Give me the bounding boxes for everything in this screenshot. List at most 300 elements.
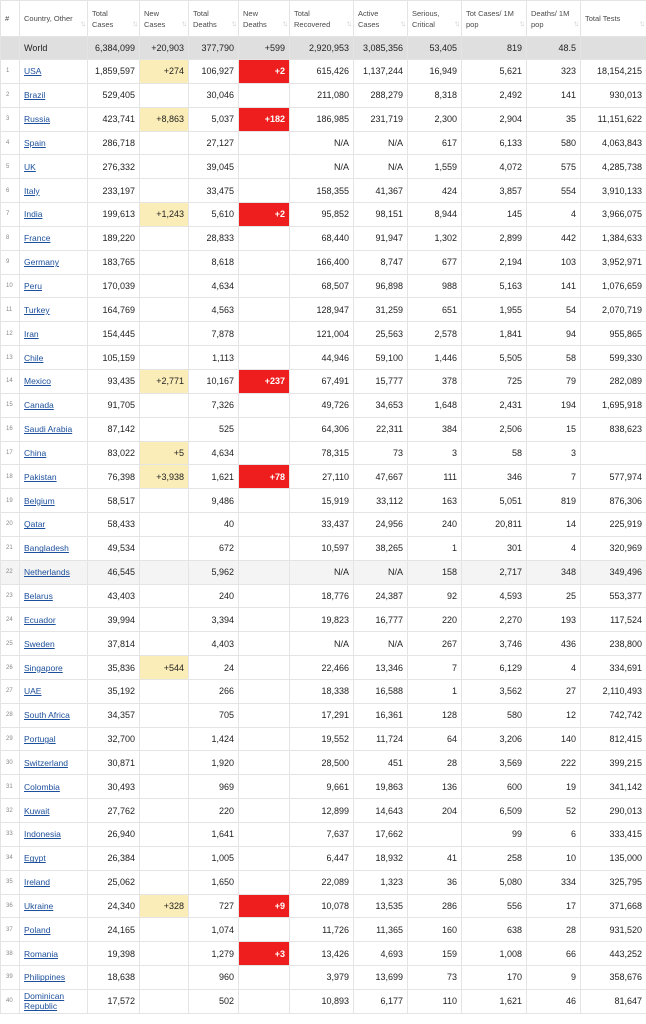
total-cases-cell: 233,197 bbox=[88, 179, 140, 203]
new-deaths-cell bbox=[239, 226, 290, 250]
header-total-cases[interactable] bbox=[88, 1, 140, 37]
tot-cases-per-1m-cell: 2,904 bbox=[462, 107, 527, 131]
active-cases-cell: 14,643 bbox=[354, 799, 408, 823]
country-cell bbox=[20, 250, 88, 274]
new-cases-cell bbox=[140, 274, 189, 298]
rank-cell: 19 bbox=[1, 489, 20, 513]
table-row bbox=[1, 584, 646, 608]
country-link[interactable]: Switzerland bbox=[24, 757, 68, 768]
country-link[interactable]: Egypt bbox=[24, 853, 46, 864]
country-link[interactable]: Ireland bbox=[24, 877, 50, 888]
total-recovered-cell: 68,507 bbox=[290, 274, 354, 298]
country-cell bbox=[20, 584, 88, 608]
country-link[interactable]: India bbox=[24, 209, 43, 220]
total-tests-cell: 1,384,633 bbox=[581, 226, 646, 250]
new-deaths-cell bbox=[239, 703, 290, 727]
new-cases-cell bbox=[140, 226, 189, 250]
total-deaths-cell: 1,279 bbox=[189, 942, 239, 966]
total-deaths-cell: 7,326 bbox=[189, 393, 239, 417]
header-total-deaths[interactable] bbox=[189, 1, 239, 37]
rank-cell: 23 bbox=[1, 584, 20, 608]
sort-icon[interactable]: ↑↓ bbox=[282, 19, 286, 28]
country-link[interactable]: Belgium bbox=[24, 495, 55, 506]
total-recovered-cell: 22,466 bbox=[290, 656, 354, 680]
tot-cases-per-1m-cell: 301 bbox=[462, 536, 527, 560]
rank-cell: 4 bbox=[1, 131, 20, 155]
deaths-per-1m-cell: 348 bbox=[527, 560, 581, 584]
country-link[interactable]: Indonesia bbox=[24, 829, 61, 840]
total-deaths-cell: 4,403 bbox=[189, 632, 239, 656]
country-cell bbox=[20, 632, 88, 656]
header-country[interactable] bbox=[20, 1, 88, 37]
country-cell bbox=[20, 989, 88, 1013]
active-cases-cell: 24,956 bbox=[354, 513, 408, 537]
table-row bbox=[1, 513, 646, 537]
country-link[interactable]: Sweden bbox=[24, 638, 55, 649]
total-recovered-cell: 121,004 bbox=[290, 322, 354, 346]
tot-cases-per-1m-cell: 3,562 bbox=[462, 679, 527, 703]
total-cases-cell: 58,433 bbox=[88, 513, 140, 537]
serious-critical-cell: 424 bbox=[408, 179, 462, 203]
country-link[interactable]: Pakistan bbox=[24, 471, 57, 482]
deaths-per-1m-cell: 575 bbox=[527, 155, 581, 179]
new-deaths-cell bbox=[239, 918, 290, 942]
country-link[interactable]: Italy bbox=[24, 185, 40, 196]
table-row bbox=[1, 346, 646, 370]
total-deaths-cell: 672 bbox=[189, 536, 239, 560]
country-cell bbox=[20, 894, 88, 918]
country-link[interactable]: Canada bbox=[24, 400, 54, 411]
country-cell bbox=[20, 775, 88, 799]
serious-critical-cell: 111 bbox=[408, 465, 462, 489]
country-link[interactable]: Brazil bbox=[24, 90, 46, 101]
country-cell bbox=[20, 679, 88, 703]
tot-cases-per-1m-cell: 170 bbox=[462, 966, 527, 990]
total-deaths-cell: 4,563 bbox=[189, 298, 239, 322]
deaths-per-1m-cell: 194 bbox=[527, 393, 581, 417]
country-link[interactable]: Philippines bbox=[24, 972, 66, 983]
country-link[interactable]: Turkey bbox=[24, 304, 50, 315]
serious-critical-cell: 159 bbox=[408, 942, 462, 966]
total-tests-cell: 399,215 bbox=[581, 751, 646, 775]
table-row bbox=[1, 727, 646, 751]
country-link[interactable]: Qatar bbox=[24, 519, 46, 530]
rank-cell: 28 bbox=[1, 703, 20, 727]
table-row bbox=[1, 441, 646, 465]
tot-cases-per-1m-cell: 5,621 bbox=[462, 60, 527, 84]
serious-critical-cell: 3 bbox=[408, 441, 462, 465]
country-link[interactable]: UK bbox=[24, 161, 36, 172]
sort-icon[interactable]: ↑↓ bbox=[346, 19, 350, 28]
table-row bbox=[1, 751, 646, 775]
serious-critical-cell: 677 bbox=[408, 250, 462, 274]
new-cases-cell bbox=[140, 727, 189, 751]
deaths-per-1m-cell: 17 bbox=[527, 894, 581, 918]
sort-icon[interactable]: ↑↓ bbox=[80, 19, 84, 28]
total-deaths-cell: 5,037 bbox=[189, 107, 239, 131]
sort-icon[interactable]: ↑↓ bbox=[639, 19, 643, 28]
new-deaths-cell bbox=[239, 775, 290, 799]
total-recovered-cell: 33,437 bbox=[290, 513, 354, 537]
deaths-per-1m-cell: 35 bbox=[527, 107, 581, 131]
total-recovered-cell: N/A bbox=[290, 560, 354, 584]
header-label: Serious, Critical bbox=[412, 8, 440, 29]
total-deaths-cell: 266 bbox=[189, 679, 239, 703]
total-recovered-cell: 13,426 bbox=[290, 942, 354, 966]
new-cases-cell: +544 bbox=[140, 656, 189, 680]
table-row bbox=[1, 656, 646, 680]
active-cases-cell: 231,719 bbox=[354, 107, 408, 131]
country-link[interactable]: Ecuador bbox=[24, 614, 56, 625]
header-active-cases[interactable] bbox=[354, 1, 408, 37]
serious-critical-cell: 8,318 bbox=[408, 83, 462, 107]
rank-cell: 31 bbox=[1, 775, 20, 799]
total-tests-cell: 81,647 bbox=[581, 989, 646, 1013]
country-link[interactable]: Mexico bbox=[24, 376, 51, 387]
new-cases-cell bbox=[140, 346, 189, 370]
total-deaths-cell: 1,621 bbox=[189, 465, 239, 489]
serious-critical-cell: 163 bbox=[408, 489, 462, 513]
total-deaths-cell: 9,486 bbox=[189, 489, 239, 513]
serious-critical-cell: 136 bbox=[408, 775, 462, 799]
active-cases-cell: 17,662 bbox=[354, 823, 408, 847]
active-cases-cell: 16,361 bbox=[354, 703, 408, 727]
country-link[interactable]: Bangladesh bbox=[24, 543, 69, 554]
header-total-tests[interactable] bbox=[581, 1, 646, 37]
new-deaths-cell bbox=[239, 513, 290, 537]
new-deaths-cell bbox=[239, 346, 290, 370]
rank-cell: 17 bbox=[1, 441, 20, 465]
total-cases-cell: 276,332 bbox=[88, 155, 140, 179]
country-link[interactable]: South Africa bbox=[24, 710, 70, 721]
new-cases-cell bbox=[140, 393, 189, 417]
deaths-per-1m-cell: 4 bbox=[527, 536, 581, 560]
header-new-deaths[interactable] bbox=[239, 1, 290, 37]
country-link[interactable]: Portugal bbox=[24, 734, 56, 745]
total-tests-cell: 2,110,493 bbox=[581, 679, 646, 703]
total-tests-cell: 742,742 bbox=[581, 703, 646, 727]
total-deaths-cell: 8,618 bbox=[189, 250, 239, 274]
country-cell bbox=[20, 441, 88, 465]
total-deaths-cell: 220 bbox=[189, 799, 239, 823]
tot-cases-per-1m-cell: 346 bbox=[462, 465, 527, 489]
header-new-cases[interactable] bbox=[140, 1, 189, 37]
tot-cases-per-1m-cell: 258 bbox=[462, 846, 527, 870]
total-deaths-cell: 1,113 bbox=[189, 346, 239, 370]
total-cases-cell: 27,762 bbox=[88, 799, 140, 823]
new-cases-cell bbox=[140, 799, 189, 823]
new-deaths-cell bbox=[239, 679, 290, 703]
sort-icon[interactable]: ↑↓ bbox=[231, 19, 235, 28]
tot-cases-per-1m-cell: 2,717 bbox=[462, 560, 527, 584]
rank-cell: 36 bbox=[1, 894, 20, 918]
new-deaths-cell: +237 bbox=[239, 369, 290, 393]
total-cases-cell: 24,165 bbox=[88, 918, 140, 942]
active-cases-cell: 16,777 bbox=[354, 608, 408, 632]
total-recovered-cell: 27,110 bbox=[290, 465, 354, 489]
rank-cell: 40 bbox=[1, 989, 20, 1013]
active-cases-cell: 31,259 bbox=[354, 298, 408, 322]
country-link[interactable]: Poland bbox=[24, 924, 51, 935]
country-link[interactable]: USA bbox=[24, 66, 42, 77]
deaths-per-1m-cell: 4 bbox=[527, 203, 581, 227]
country-link[interactable]: Singapore bbox=[24, 662, 63, 673]
sort-icon[interactable]: ↑↓ bbox=[519, 19, 523, 28]
new-cases-cell bbox=[140, 179, 189, 203]
header-row bbox=[1, 1, 646, 37]
new-cases-cell bbox=[140, 608, 189, 632]
sort-icon[interactable]: ↑↓ bbox=[454, 19, 458, 28]
country-cell bbox=[20, 346, 88, 370]
new-deaths-cell bbox=[239, 536, 290, 560]
deaths-per-1m-cell: 79 bbox=[527, 369, 581, 393]
country-link[interactable]: Ukraine bbox=[24, 900, 54, 911]
active-cases-cell: 11,365 bbox=[354, 918, 408, 942]
new-deaths-cell bbox=[239, 870, 290, 894]
total-tests-cell: 135,000 bbox=[581, 846, 646, 870]
header-tot-cases-per-1m[interactable] bbox=[462, 1, 527, 37]
sort-icon[interactable]: ↑↓ bbox=[400, 19, 404, 28]
deaths-per-1m-cell: 14 bbox=[527, 513, 581, 537]
header-serious-critical[interactable] bbox=[408, 1, 462, 37]
total-tests-cell: 11,151,622 bbox=[581, 107, 646, 131]
rank-cell: 21 bbox=[1, 536, 20, 560]
active-cases-cell: 13,535 bbox=[354, 894, 408, 918]
tot-cases-per-1m-cell: 1,621 bbox=[462, 989, 527, 1013]
total-cases-cell: 423,741 bbox=[88, 107, 140, 131]
table-row bbox=[1, 918, 646, 942]
country-cell: World bbox=[20, 37, 88, 60]
new-cases-cell bbox=[140, 679, 189, 703]
rank-cell: 8 bbox=[1, 226, 20, 250]
serious-critical-cell: 988 bbox=[408, 274, 462, 298]
country-link[interactable]: Peru bbox=[24, 281, 42, 292]
country-link[interactable]: Belarus bbox=[24, 590, 53, 601]
sort-icon[interactable]: ↑↓ bbox=[573, 19, 577, 28]
new-deaths-cell bbox=[239, 250, 290, 274]
deaths-per-1m-cell: 436 bbox=[527, 632, 581, 656]
sort-icon[interactable]: ↑↓ bbox=[181, 19, 185, 28]
table-row bbox=[1, 966, 646, 990]
rank-cell: 24 bbox=[1, 608, 20, 632]
tot-cases-per-1m-cell: 2,194 bbox=[462, 250, 527, 274]
rank-cell: 32 bbox=[1, 799, 20, 823]
total-tests-cell: 1,076,659 bbox=[581, 274, 646, 298]
rank-cell: 18 bbox=[1, 465, 20, 489]
total-tests-cell: 290,013 bbox=[581, 799, 646, 823]
new-deaths-cell bbox=[239, 131, 290, 155]
table-row bbox=[1, 632, 646, 656]
table-row bbox=[1, 155, 646, 179]
header-label: New Cases bbox=[144, 8, 166, 29]
total-tests-cell: 320,969 bbox=[581, 536, 646, 560]
rank-cell: 15 bbox=[1, 393, 20, 417]
total-recovered-cell: N/A bbox=[290, 155, 354, 179]
country-link[interactable]: Netherlands bbox=[24, 567, 70, 578]
table-row bbox=[1, 107, 646, 131]
serious-critical-cell: 204 bbox=[408, 799, 462, 823]
deaths-per-1m-cell: 141 bbox=[527, 83, 581, 107]
deaths-per-1m-cell: 46 bbox=[527, 989, 581, 1013]
serious-critical-cell: 128 bbox=[408, 703, 462, 727]
serious-critical-cell: 286 bbox=[408, 894, 462, 918]
active-cases-cell: N/A bbox=[354, 155, 408, 179]
country-link[interactable]: Chile bbox=[24, 352, 44, 363]
total-cases-cell: 183,765 bbox=[88, 250, 140, 274]
total-cases-cell: 30,493 bbox=[88, 775, 140, 799]
active-cases-cell: N/A bbox=[354, 632, 408, 656]
total-recovered-cell: N/A bbox=[290, 131, 354, 155]
total-cases-cell: 34,357 bbox=[88, 703, 140, 727]
country-link[interactable]: Spain bbox=[24, 137, 46, 148]
tot-cases-per-1m-cell: 20,811 bbox=[462, 513, 527, 537]
new-cases-cell bbox=[140, 560, 189, 584]
new-deaths-cell bbox=[239, 584, 290, 608]
tot-cases-per-1m-cell: 1,841 bbox=[462, 322, 527, 346]
rank-cell: 38 bbox=[1, 942, 20, 966]
rank-cell: 3 bbox=[1, 107, 20, 131]
new-cases-cell: +3,938 bbox=[140, 465, 189, 489]
new-deaths-cell bbox=[239, 751, 290, 775]
country-link[interactable]: China bbox=[24, 447, 47, 458]
rank-cell: 29 bbox=[1, 727, 20, 751]
active-cases-cell: 38,265 bbox=[354, 536, 408, 560]
country-link[interactable]: Romania bbox=[24, 948, 59, 959]
rank-cell: 9 bbox=[1, 250, 20, 274]
serious-critical-cell: 73 bbox=[408, 966, 462, 990]
table-row bbox=[1, 870, 646, 894]
rank-cell bbox=[1, 37, 20, 60]
active-cases-cell: 4,693 bbox=[354, 942, 408, 966]
tot-cases-per-1m-cell: 3,857 bbox=[462, 179, 527, 203]
country-link[interactable]: Iran bbox=[24, 328, 39, 339]
total-recovered-cell: 15,919 bbox=[290, 489, 354, 513]
serious-critical-cell: 220 bbox=[408, 608, 462, 632]
serious-critical-cell: 2,578 bbox=[408, 322, 462, 346]
total-tests-cell: 838,623 bbox=[581, 417, 646, 441]
country-link[interactable]: Kuwait bbox=[24, 805, 50, 816]
active-cases-cell: 288,279 bbox=[354, 83, 408, 107]
tot-cases-per-1m-cell: 4,593 bbox=[462, 584, 527, 608]
deaths-per-1m-cell: 27 bbox=[527, 679, 581, 703]
serious-critical-cell: 1,446 bbox=[408, 346, 462, 370]
total-recovered-cell: 2,920,953 bbox=[290, 37, 354, 60]
active-cases-cell: 24,387 bbox=[354, 584, 408, 608]
header-label: Active Cases bbox=[358, 8, 380, 29]
tot-cases-per-1m-cell: 145 bbox=[462, 203, 527, 227]
tot-cases-per-1m-cell: 5,051 bbox=[462, 489, 527, 513]
new-cases-cell bbox=[140, 775, 189, 799]
rank-cell: 33 bbox=[1, 823, 20, 847]
country-link[interactable]: Colombia bbox=[24, 781, 60, 792]
serious-critical-cell: 1,302 bbox=[408, 226, 462, 250]
sort-icon[interactable]: ↑↓ bbox=[132, 19, 136, 28]
rank-cell: 12 bbox=[1, 322, 20, 346]
total-deaths-cell: 525 bbox=[189, 417, 239, 441]
active-cases-cell: 25,563 bbox=[354, 322, 408, 346]
country-cell bbox=[20, 870, 88, 894]
rank-cell: 2 bbox=[1, 83, 20, 107]
total-tests-cell: 341,142 bbox=[581, 775, 646, 799]
active-cases-cell: 98,151 bbox=[354, 203, 408, 227]
total-recovered-cell: 11,726 bbox=[290, 918, 354, 942]
tot-cases-per-1m-cell: 5,080 bbox=[462, 870, 527, 894]
new-cases-cell: +328 bbox=[140, 894, 189, 918]
new-deaths-cell bbox=[239, 322, 290, 346]
country-link[interactable]: Germany bbox=[24, 257, 59, 268]
serious-critical-cell: 617 bbox=[408, 131, 462, 155]
deaths-per-1m-cell: 323 bbox=[527, 60, 581, 84]
total-recovered-cell: 10,078 bbox=[290, 894, 354, 918]
new-cases-cell bbox=[140, 513, 189, 537]
total-deaths-cell: 1,650 bbox=[189, 870, 239, 894]
country-cell bbox=[20, 60, 88, 84]
total-deaths-cell: 969 bbox=[189, 775, 239, 799]
new-cases-cell bbox=[140, 918, 189, 942]
active-cases-cell: 11,724 bbox=[354, 727, 408, 751]
new-cases-cell bbox=[140, 131, 189, 155]
total-deaths-cell: 3,394 bbox=[189, 608, 239, 632]
active-cases-cell: 33,112 bbox=[354, 489, 408, 513]
rank-cell: 6 bbox=[1, 179, 20, 203]
new-cases-cell bbox=[140, 632, 189, 656]
total-tests-cell: 325,795 bbox=[581, 870, 646, 894]
tot-cases-per-1m-cell: 2,492 bbox=[462, 83, 527, 107]
header-label: Country, Other bbox=[24, 14, 73, 23]
serious-critical-cell: 2,300 bbox=[408, 107, 462, 131]
tot-cases-per-1m-cell: 1,008 bbox=[462, 942, 527, 966]
header-rank[interactable] bbox=[1, 1, 20, 37]
rank-cell: 7 bbox=[1, 203, 20, 227]
rank-cell: 5 bbox=[1, 155, 20, 179]
serious-critical-cell: 160 bbox=[408, 918, 462, 942]
deaths-per-1m-cell: 19 bbox=[527, 775, 581, 799]
total-recovered-cell: 19,823 bbox=[290, 608, 354, 632]
rank-cell: 16 bbox=[1, 417, 20, 441]
total-cases-cell: 26,940 bbox=[88, 823, 140, 847]
rank-cell: 26 bbox=[1, 656, 20, 680]
total-tests-cell: 349,496 bbox=[581, 560, 646, 584]
header-deaths-per-1m[interactable] bbox=[527, 1, 581, 37]
country-link[interactable]: Saudi Arabia bbox=[24, 424, 73, 435]
tot-cases-per-1m-cell: 2,506 bbox=[462, 417, 527, 441]
total-recovered-cell: 3,979 bbox=[290, 966, 354, 990]
total-recovered-cell: 22,089 bbox=[290, 870, 354, 894]
country-cell bbox=[20, 918, 88, 942]
total-recovered-cell: N/A bbox=[290, 632, 354, 656]
header-label: Total Deaths bbox=[193, 8, 217, 29]
header-total-recovered[interactable] bbox=[290, 1, 354, 37]
table-row bbox=[1, 226, 646, 250]
table-row bbox=[1, 679, 646, 703]
active-cases-cell: 1,323 bbox=[354, 870, 408, 894]
total-recovered-cell: 78,315 bbox=[290, 441, 354, 465]
country-link[interactable]: France bbox=[24, 233, 51, 244]
country-link[interactable]: UAE bbox=[24, 686, 42, 697]
country-link[interactable]: Russia bbox=[24, 114, 50, 125]
total-tests-cell: 931,520 bbox=[581, 918, 646, 942]
total-tests-cell: 955,865 bbox=[581, 322, 646, 346]
total-deaths-cell: 33,475 bbox=[189, 179, 239, 203]
table-row bbox=[1, 131, 646, 155]
active-cases-cell: 16,588 bbox=[354, 679, 408, 703]
total-tests-cell: 371,668 bbox=[581, 894, 646, 918]
new-cases-cell: +20,903 bbox=[140, 37, 189, 60]
country-link[interactable]: Dominican Republic bbox=[24, 991, 65, 1012]
country-cell bbox=[20, 823, 88, 847]
new-deaths-cell: +182 bbox=[239, 107, 290, 131]
new-deaths-cell bbox=[239, 560, 290, 584]
